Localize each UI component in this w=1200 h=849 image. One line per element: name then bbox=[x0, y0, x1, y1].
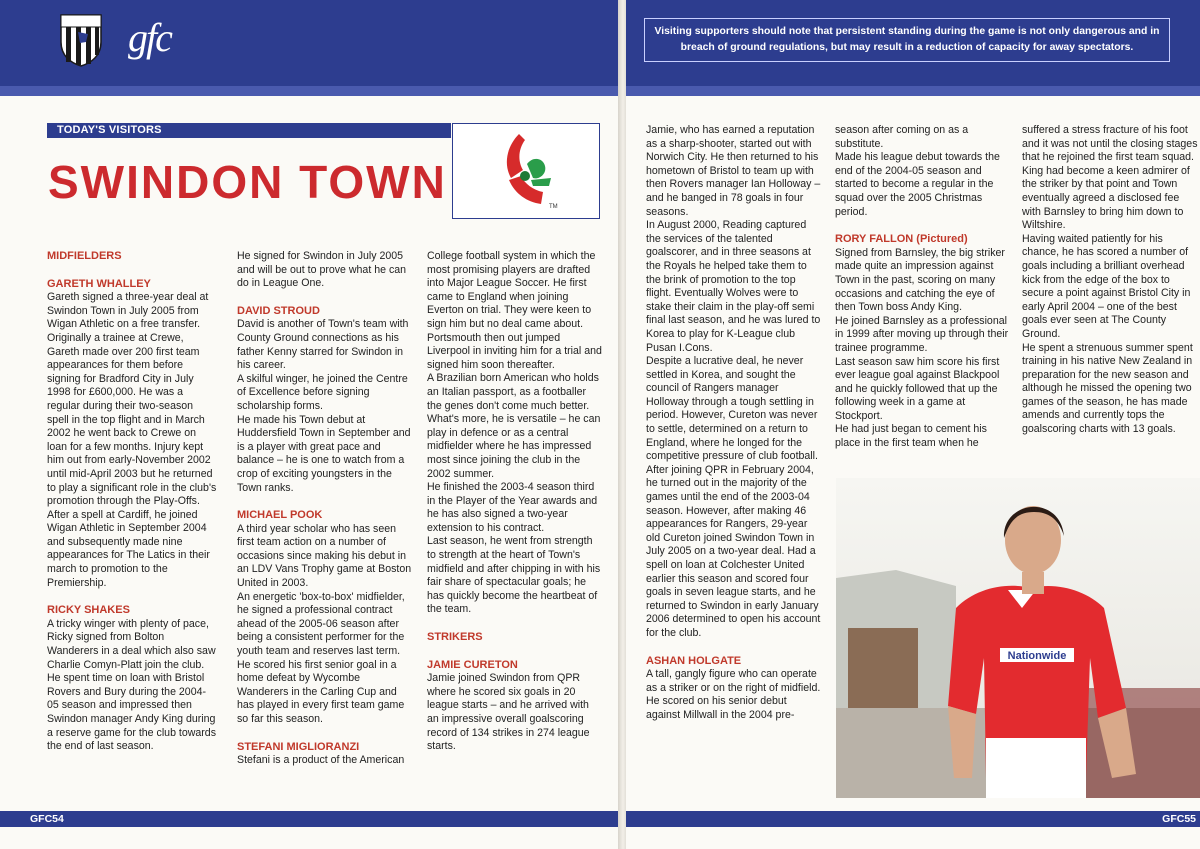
body-paragraph: An energetic 'box-to-box' midfielder, he signed a professional contract ahead of the 2005-06 season after being a consistent performer for the youth team and reserves last term. bbox=[237, 590, 405, 658]
body-paragraph: He spent a strenuous summer spent training in his native New Zealand in preparation for the new season and although he missed the opening two games of the season, he has made amends and currently tops the goalscoring charts with 13 goals. bbox=[1022, 341, 1193, 436]
right-column-1 bbox=[646, 124, 822, 723]
section-heading-strikers: STRIKERS bbox=[427, 631, 483, 644]
player-name: RORY FALLON (Pictured) bbox=[835, 233, 968, 246]
swindon-crest-icon bbox=[453, 124, 599, 218]
body-paragraph: suffered a stress fracture of his foot and it was not until the closing stages that he rejoined the first team squad. bbox=[1022, 124, 1198, 164]
body-paragraph: He scored his first senior goal in a home defeat by Wycombe Wanderers in the Carling Cup and has played in every first team game so far this season. bbox=[237, 658, 405, 725]
right-column-2 bbox=[835, 124, 1013, 451]
body-paragraph: He had just began to cement his place in the first team when he bbox=[835, 423, 987, 450]
player-name: JAMIE CURETON bbox=[427, 658, 518, 671]
body-paragraph: David is another of Town's team with County Ground connections as his father Kenny starred for Swindon in his career. bbox=[237, 318, 409, 372]
body-paragraph: Last season, he went from strength to strength at the heart of Town's midfield and after chipping in with his fair share of spectacular goals; he has quickly become the heartbeat of the team. bbox=[427, 535, 601, 616]
body-paragraph: College football system in which the most promising players are drafted into Major League Soccer. He first came to England when joining Everton on trial. They were keen to sign him but no deal came about. Portsmouth then out jumped Liverpool in inviting him for a trial and signed him soon thereafter. bbox=[427, 250, 602, 371]
body-paragraph: Jamie joined Swindon from QPR where he scored six goals in 20 league starts – and he arrived with an impressive overall goalscoring record of 134 strikes in 274 league starts. bbox=[427, 672, 590, 753]
body-paragraph: Stefani is a product of the American bbox=[237, 754, 405, 767]
left-column-1 bbox=[47, 250, 217, 754]
player-name: RICKY SHAKES bbox=[47, 604, 130, 617]
left-column-3 bbox=[427, 250, 602, 754]
player-photo bbox=[836, 478, 1200, 798]
top-banner bbox=[0, 0, 620, 96]
page-title: SWINDON TOWN bbox=[48, 156, 447, 208]
body-paragraph: Signed from Barnsley, the big striker made quite an impression against Town in the past, scoring on many occasions and catching the eye of then Town boss Andy King. bbox=[835, 246, 1005, 314]
body-paragraph: season after coming on as a substitute. bbox=[835, 124, 969, 150]
body-paragraph: Gareth signed a three-year deal at Swindon Town in July 2005 from Wigan Athletic on a free transfer. Originally a trainee at Crewe, Gareth made over 200 first team appearances for them before signing for Bradford City in July 1998 for £600,000. He was a regular during their two-season spell in the top flight and in March 2002 he went back to Crewe on loan for a few months. Injury kept him out from early-November 2002 until mid-April 2003 but he returned to play a significant role in the club's promotion through the Play-Offs. After a spell at Cardiff, he joined Wigan Athletic in September 2004 and subsequently made nine appearances for The Latics in their march to promotion to the Premiership. bbox=[47, 291, 217, 589]
body-paragraph: A third year scholar who has seen first team action on a number of occasions since making his debut in an LDV Vans Trophy game at Boston United in 2003. bbox=[237, 522, 412, 590]
supporters-notice: Visiting supporters should note that persistent standing during the game is not only dangerous and in breach of ground regulations, but may result in a reduction of capacity for away spectators. bbox=[644, 18, 1170, 62]
body-paragraph: A tall, gangly figure who can operate as a striker or on the right of midfield. bbox=[646, 668, 821, 694]
section-label-bar bbox=[47, 123, 451, 138]
footer-bar bbox=[0, 811, 620, 827]
body-paragraph: Having waited patiently for his chance, he has scored a number of goals including a brilliant overhead kick from the edge of the box to secure a point against Bristol City in early April 2004 – one of the best goals ever seen at The County Ground. bbox=[1022, 232, 1191, 340]
shirt-sponsor: Nationwide bbox=[1007, 650, 1067, 662]
body-paragraph: Jamie, who has earned a reputation as a sharp-shooter, started out with Norwich City. He then returned to his hometown of Bristol to team up with then Rovers manager Ian Holloway – and he banged in 78 goals in four seasons. bbox=[646, 124, 821, 218]
player-name: STEFANI MIGLIORANZI bbox=[237, 740, 360, 753]
gillingham-crest-icon bbox=[58, 12, 104, 68]
body-paragraph: A tricky winger with plenty of pace, Ricky signed from Bolton Wanderers in a deal which also saw Charlie Comyn-Platt join the club. bbox=[47, 617, 216, 671]
body-paragraph: Made his league debut towards the end of the 2004-05 season and started to become a regular in the squad over the 2005 Christmas period. bbox=[835, 151, 1000, 218]
left-column-2 bbox=[237, 250, 412, 768]
body-paragraph: King had become a keen admirer of the striker by that point and Town eventually agreed a disclosed fee with Barnsley to bring him down to Wiltshire. bbox=[1022, 164, 1190, 232]
player-name: ASHAN HOLGATE bbox=[646, 654, 742, 667]
body-paragraph: A Brazilian born American who holds an Italian passport, as a footballer the genes don't come much better. What's more, he is versatile – he can play in defence or as a central midfielder where he has impressed most since joining the club in the 2002 summer. bbox=[427, 372, 601, 480]
body-paragraph: He spent time on loan with Bristol Rovers and Bury during the 2004-05 season and impressed then Swindon manager Andy King during a reserve game for the club towards the end of last season. bbox=[47, 672, 216, 753]
player-name: DAVID STROUD bbox=[237, 304, 320, 317]
body-paragraph: A skilful winger, he joined the Centre of Excellence before signing scholarship forms. bbox=[237, 372, 408, 412]
gfc-logo: gfc bbox=[128, 15, 171, 60]
right-page bbox=[626, 0, 1200, 849]
svg-text:TM: TM bbox=[549, 204, 558, 210]
body-paragraph: He scored on his senior debut against Millwall in the 2004 pre- bbox=[646, 695, 795, 721]
body-paragraph: Last season saw him score his first ever league goal against Blackpool and he quickly followed that up the following week in a game at Stockport. bbox=[835, 355, 1000, 422]
footer-bar bbox=[626, 811, 1200, 827]
body-paragraph: He joined Barnsley as a professional in 1999 after moving up through their trainee programme. bbox=[835, 314, 1009, 354]
section-label: TODAY'S VISITORS bbox=[57, 124, 162, 136]
body-paragraph: He signed for Swindon in July 2005 and will be out to prove what he can do in League One. bbox=[237, 250, 407, 290]
page-number: GFC55 bbox=[1162, 813, 1196, 825]
top-banner bbox=[626, 0, 1200, 96]
body-paragraph: He finished the 2003-4 season third in the Player of the Year awards and he has also signed a two-year extension to his contract. bbox=[427, 481, 598, 534]
right-column-3 bbox=[1022, 124, 1199, 437]
player-name: GARETH WHALLEY bbox=[47, 277, 151, 290]
player-name: MICHAEL POOK bbox=[237, 509, 323, 522]
team-logo-box bbox=[452, 123, 600, 219]
body-paragraph: After joining QPR in February 2004, he turned out in the majority of the games until the end of the 2003-04 season. However, after making 46 appearances for Rangers, 29-year old Cureton joined Swindon Town in July 2005 on a two-year deal. Had a spell on loan at Colchester United earlier this season and scored four goals in seven league starts, and he returned to Swindon in early January 2006 determined to open his account for the club. bbox=[646, 463, 821, 639]
page-number: GFC54 bbox=[30, 813, 64, 825]
body-paragraph: In August 2000, Reading captured the services of the talented goalscorer, and in three seasons at the Royals he helped take them to the brink of promotion to the top flight. Eventually Wolves were to stake their claim in the play-off semi final last season, and he was lured to Korea to play for K-League club Pusan I.Cons. bbox=[646, 219, 821, 354]
body-paragraph: He made his Town debut at Huddersfield Town in September and is a player with great pace and balance – he is one to watch from a crop of exciting youngsters in the Town ranks. bbox=[237, 413, 411, 494]
section-heading-midfielders: MIDFIELDERS bbox=[47, 250, 122, 262]
body-paragraph: Despite a lucrative deal, he never settled in Korea, and sought the council of Rangers manager Holloway through a tough settling in period. However, Cureton was never to settle, determined on a return to England, where he longed for the competitive pressure of club football. bbox=[646, 355, 818, 463]
